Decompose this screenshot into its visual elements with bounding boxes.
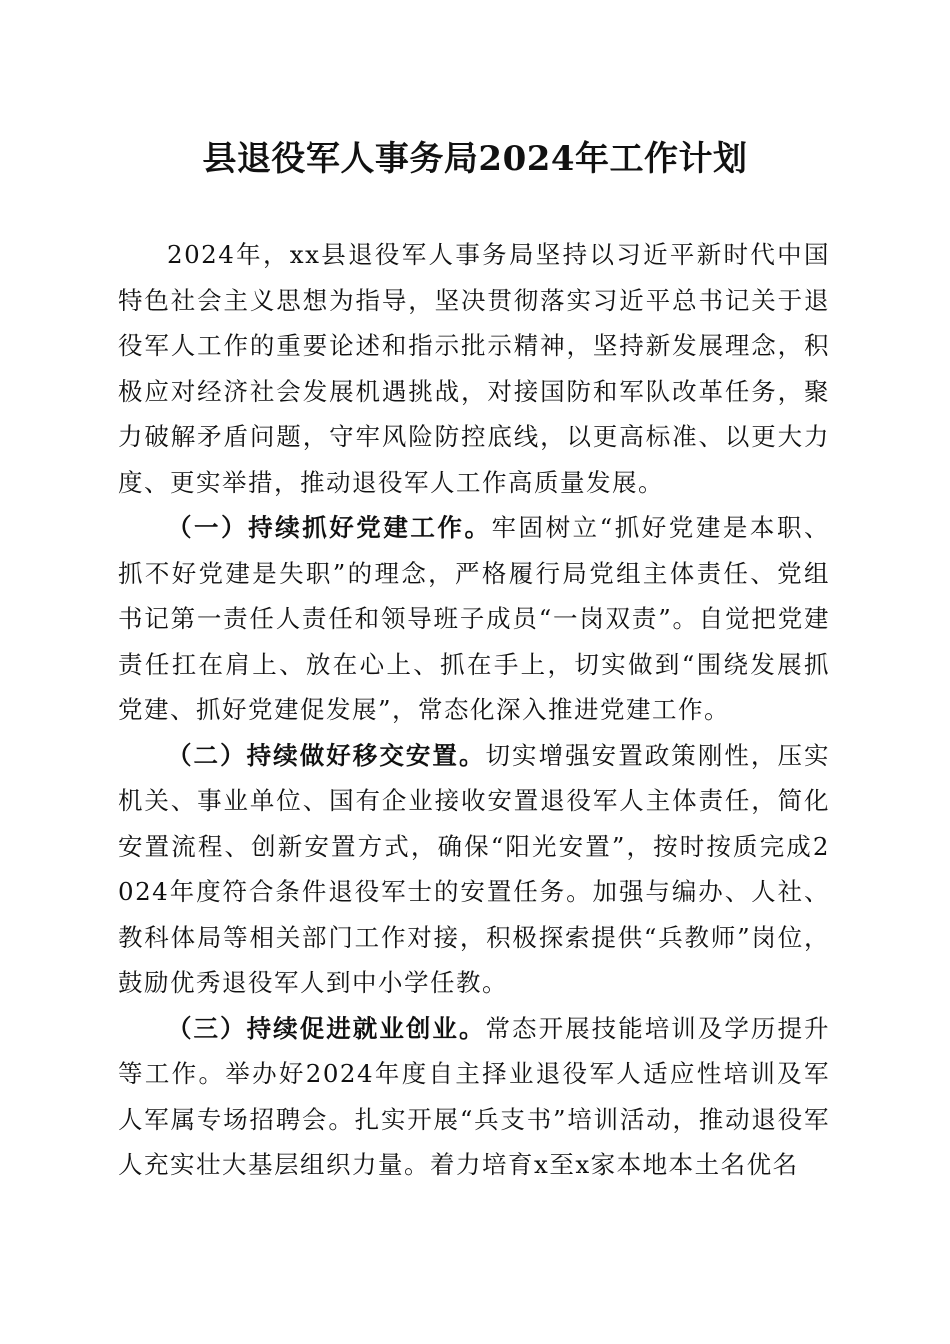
- section-2-heading: （二）持续做好移交安置。: [167, 740, 486, 770]
- document-title: 县退役军人事务局2024年工作计划: [202, 139, 748, 179]
- section-1-paragraph: [118, 505, 830, 733]
- section-3-text: 常态开展技能培训及学历提升等工作。举办好2024年度自主择业退役军人适应性培训及军人军属专场招聘会。扎实开展“兵支书”培训活动，推动退役军人充实壮大基层组织力量。着力培育x至x家本地本土名优名: [118, 1013, 830, 1179]
- section-1-text: 牢固树立“抓好党建是本职、抓不好党建是失职”的理念，严格履行局党组主体责任、党组书记第一责任人责任和领导班子成员“一岗双责”。自觉把党建责任扛在肩上、放在心上、抓在手上，切实做到“围绕发展抓党建、抓好党建促发展”，常态化深入推进党建工作。: [118, 513, 830, 724]
- section-3-paragraph: [118, 1006, 830, 1188]
- document-body: [118, 232, 830, 1188]
- section-1-heading: （一）持续抓好党建工作。: [167, 513, 492, 542]
- section-2-paragraph: [118, 733, 830, 1006]
- section-2-text: 切实增强安置政策刚性，压实机关、事业单位、国有企业接收安置退役军人主体责任，简化安置流程、创新安置方式，确保“阳光安置”，按时按质完成2024年度符合条件退役军士的安置任务。加强与编办、人社、教科体局等相关部门工作对接，积极探索提供“兵教师”岗位，鼓励优秀退役军人到中小学任教。: [118, 740, 830, 997]
- intro-paragraph: 2024年，xx县退役军人事务局坚持以习近平新时代中国特色社会主义思想为指导，坚决贯彻落实习近平总书记关于退役军人工作的重要论述和指示批示精神，坚持新发展理念，积极应对经济社会发展机遇挑战，对接国防和军队改革任务，聚力破解矛盾问题，守牢风险防控底线，以更高标准、以更大力度、更实举措，推动退役军人工作高质量发展。: [118, 240, 830, 497]
- section-3-heading: （三）持续促进就业创业。: [167, 1013, 486, 1043]
